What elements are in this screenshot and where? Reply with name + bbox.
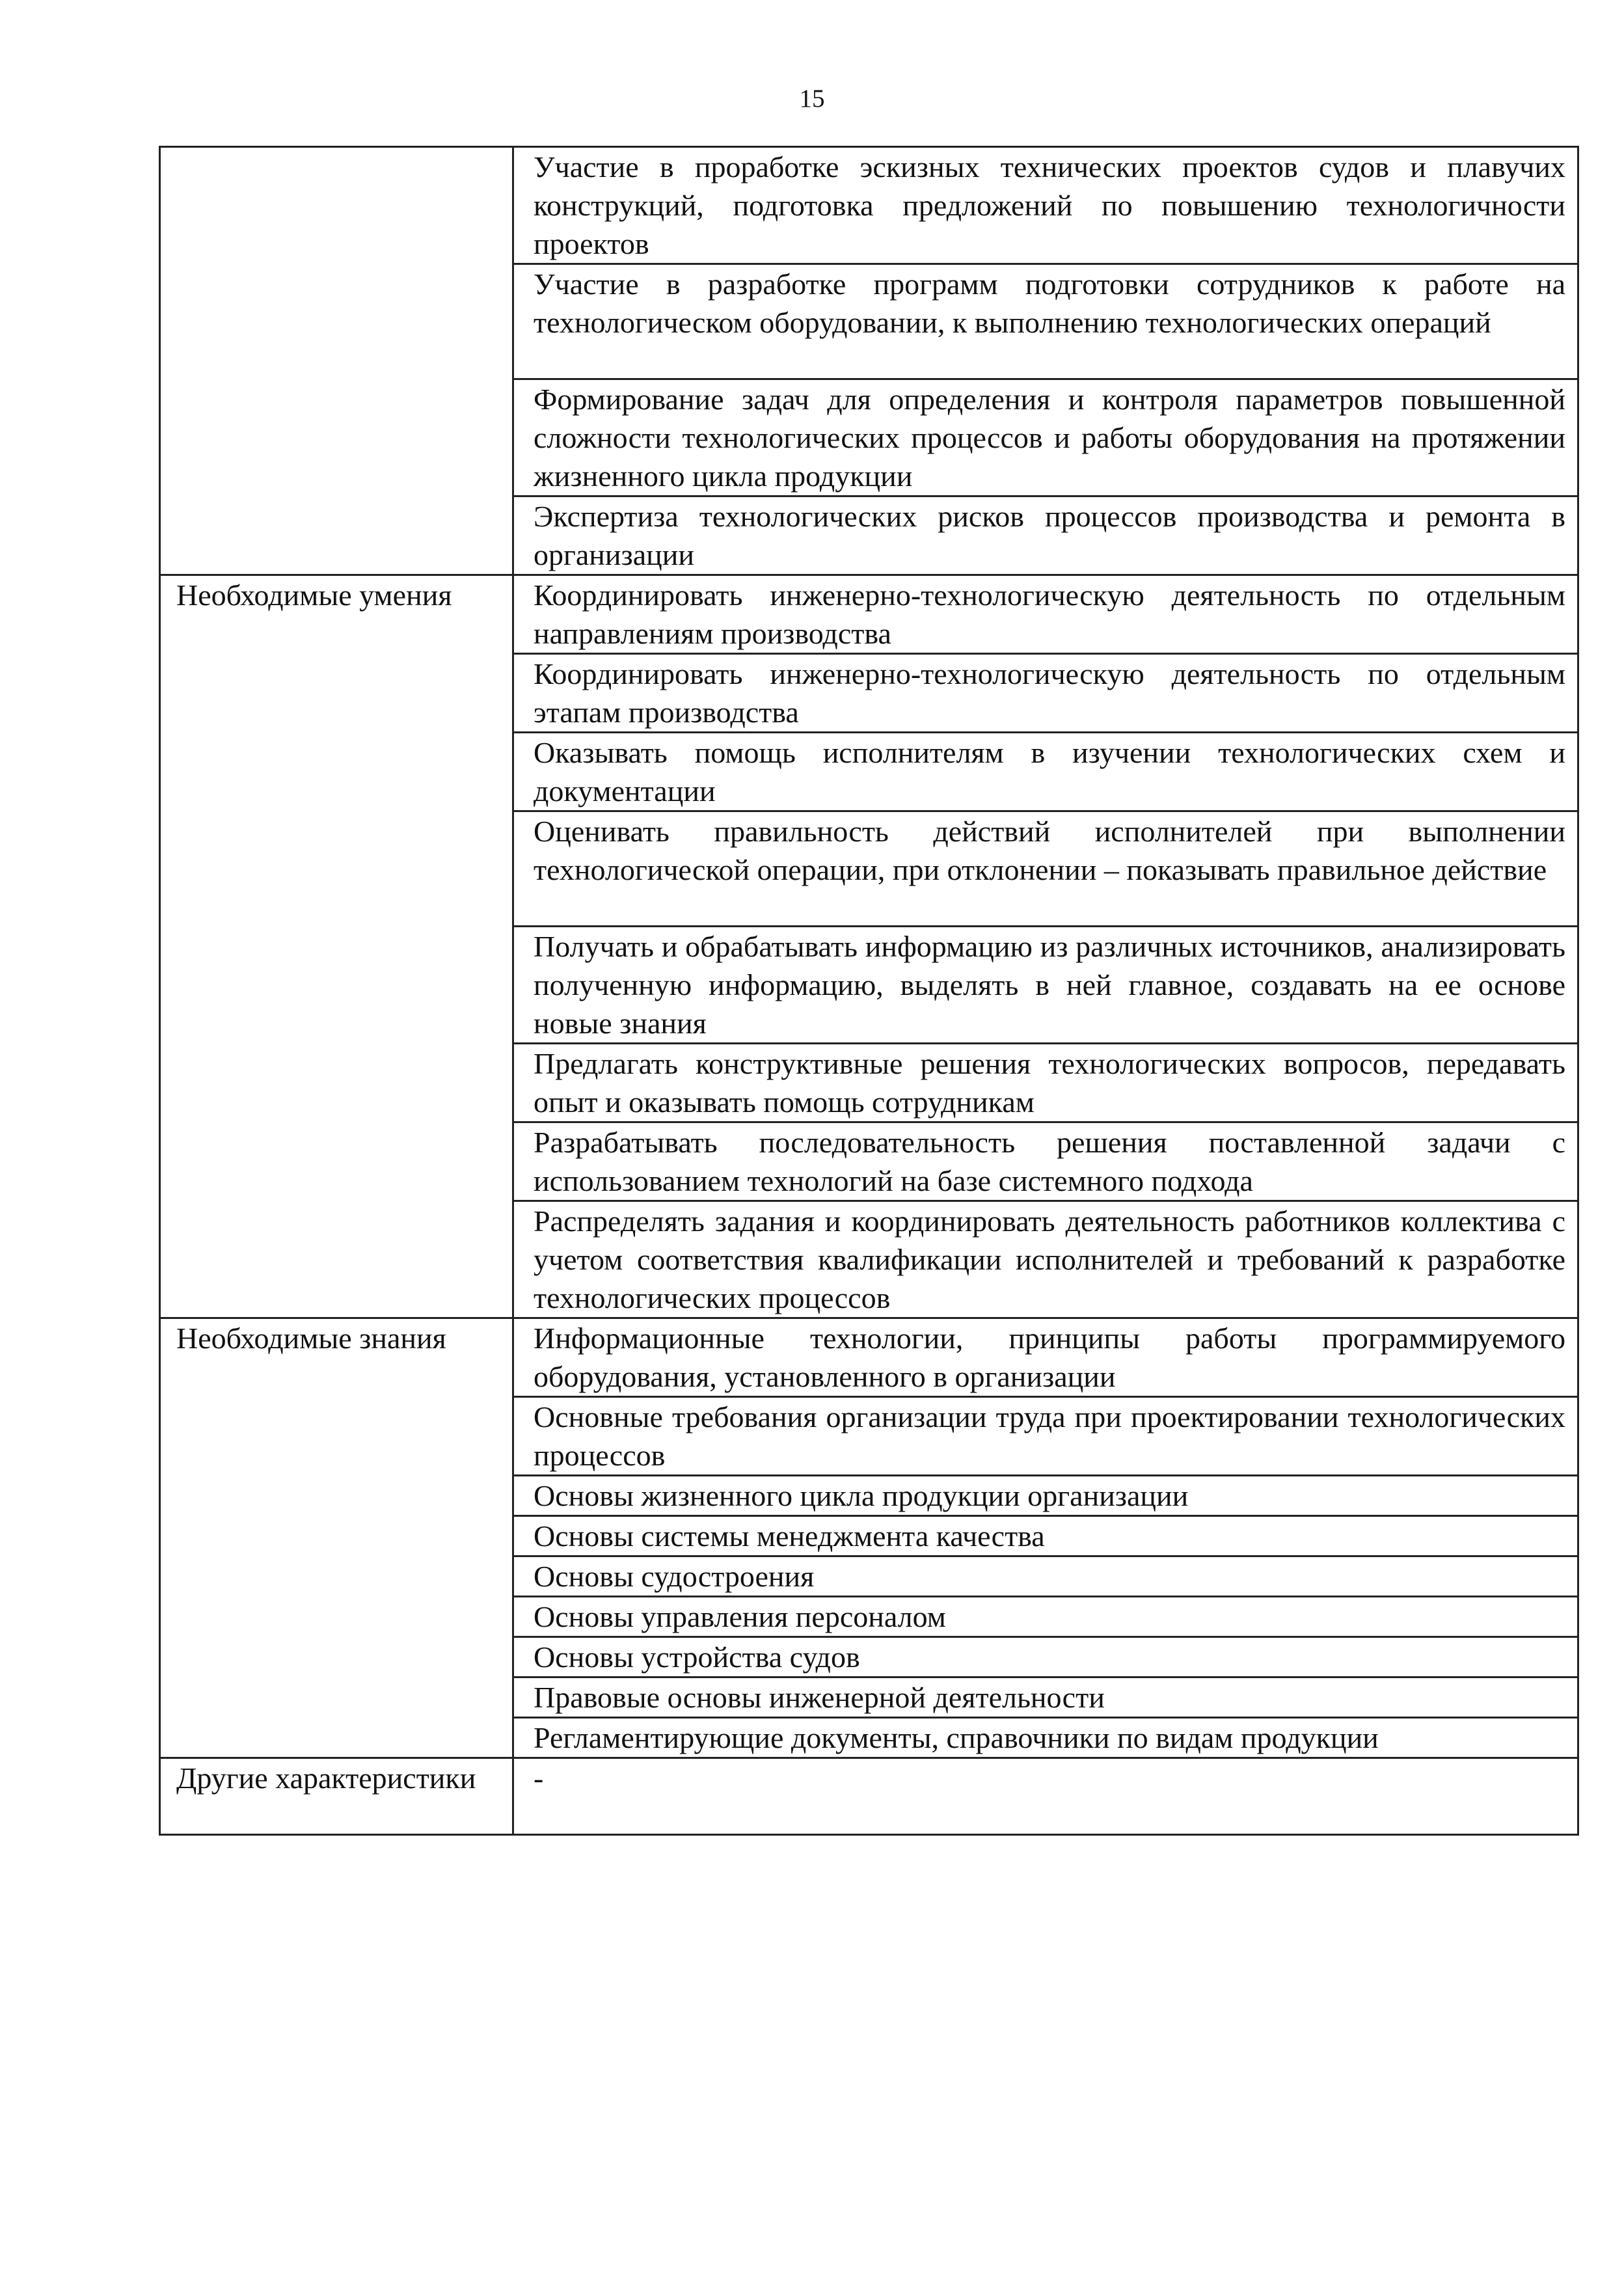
competency-table <box>159 146 1579 1836</box>
table-row <box>160 575 1578 654</box>
table-cell: Информационные технологии, принципы работы программируемого оборудования, установленного в организации <box>513 1318 1578 1397</box>
section-label-knowledge: Необходимые знания <box>160 1318 513 1758</box>
table-cell: Участие в разработке программ подготовки сотрудников к работе на технологическом оборудовании, к выполнению технологических операций <box>513 264 1578 379</box>
page-number: 15 <box>799 85 825 113</box>
table-cell: Формирование задач для определения и контроля параметров повышенной сложности технологических процессов и работы оборудования на протяжении жизненного цикла продукции <box>513 379 1578 496</box>
table-cell: Основы устройства судов <box>513 1637 1578 1678</box>
table-cell: Экспертиза технологических рисков процессов производства и ремонта в организации <box>513 496 1578 575</box>
table-cell: - <box>513 1758 1578 1835</box>
table-cell: Основы жизненного цикла продукции организации <box>513 1476 1578 1516</box>
table-cell: Основы судостроения <box>513 1556 1578 1597</box>
table-cell: Предлагать конструктивные решения технологических вопросов, передавать опыт и оказывать помощь сотрудникам <box>513 1044 1578 1122</box>
table-cell: Координировать инженерно-технологическую деятельность по отдельным этапам производства <box>513 654 1578 733</box>
table-cell: Участие в проработке эскизных технических проектов судов и плавучих конструкций, подготовка предложений по повышению технологичности проектов <box>513 147 1578 264</box>
table-row <box>160 1318 1578 1397</box>
table-row <box>160 147 1578 264</box>
table-cell: Основные требования организации труда при проектировании технологических процессов <box>513 1397 1578 1476</box>
table-cell: Основы управления персоналом <box>513 1597 1578 1637</box>
table-cell: Регламентирующие документы, справочники по видам продукции <box>513 1718 1578 1758</box>
table-row <box>160 1758 1578 1835</box>
section-label <box>160 147 513 575</box>
table-cell: Основы системы менеджмента качества <box>513 1516 1578 1556</box>
table-cell: Оценивать правильность действий исполнителей при выполнении технологической операции, при отклонении – показывать правильное действие <box>513 811 1578 927</box>
table-cell: Правовые основы инженерной деятельности <box>513 1678 1578 1718</box>
table-cell: Оказывать помощь исполнителям в изучении технологических схем и документации <box>513 733 1578 811</box>
section-label-skills: Необходимые умения <box>160 575 513 1318</box>
table-cell: Получать и обрабатывать информацию из различных источников, анализировать полученную информацию, выделять в ней главное, создавать на ее основе новые знания <box>513 927 1578 1044</box>
section-label-other: Другие характеристики <box>160 1758 513 1835</box>
table-cell: Разрабатывать последовательность решения поставленной задачи с использованием технологий на базе системного подхода <box>513 1122 1578 1201</box>
table-cell: Распределять задания и координировать деятельность работников коллектива с учетом соответствия квалификации исполнителей и требований к разработке технологических процессов <box>513 1201 1578 1318</box>
table-cell: Координировать инженерно-технологическую деятельность по отдельным направлениям производства <box>513 575 1578 654</box>
